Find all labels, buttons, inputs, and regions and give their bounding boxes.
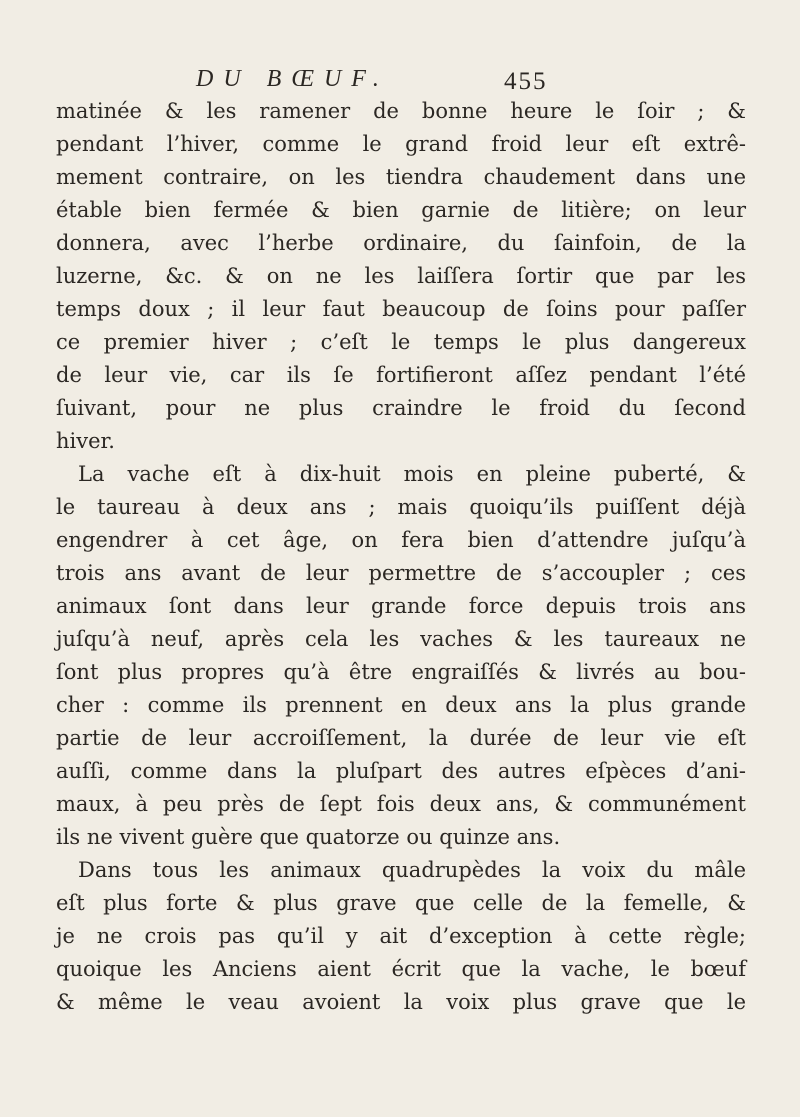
body-text — [56, 95, 746, 1019]
text-line: animaux ſont dans leur grande force depuis trois ans — [56, 594, 746, 618]
text-line: temps doux ; il leur faut beaucoup de ſoins pour paſſer — [56, 297, 746, 321]
text-line: Dans tous les animaux quadrupèdes la voix du mâle — [78, 858, 746, 882]
text-line: partie de leur accroiſſement, la durée de leur vie eſt — [56, 726, 746, 750]
text-line: juſqu’à neuf, après cela les vaches & les taureaux ne — [56, 627, 746, 651]
text-line: quoique les Anciens aient écrit que la vache, le bœuf — [56, 957, 746, 981]
text-line: pendant l’hiver, comme le grand froid leur eſt extrê- — [56, 132, 746, 156]
text-line: le taureau à deux ans ; mais quoiqu’ils puiſſent déjà — [56, 495, 746, 519]
text-line: eſt plus forte & plus grave que celle de la femelle, & — [56, 891, 746, 915]
text-line: hiver. — [56, 429, 115, 453]
text-line: étable bien fermée & bien garnie de litière; on leur — [56, 198, 746, 222]
text-line: ſont plus propres qu’à être engraiſſés & livrés au bou- — [56, 660, 746, 684]
text-line: & même le veau avoient la voix plus grave que le — [56, 990, 746, 1014]
text-line: cher : comme ils prennent en deux ans la plus grande — [56, 693, 746, 717]
text-line: maux, à peu près de ſept fois deux ans, & communément — [56, 792, 746, 816]
text-line: ſuivant, pour ne plus craindre le froid du ſecond — [56, 396, 746, 420]
text-line: je ne crois pas qu’il y ait d’exception à cette règle; — [56, 924, 746, 948]
page-number: 455 — [504, 68, 548, 95]
text-line: ce premier hiver ; c’eſt le temps le plus dangereux — [56, 330, 746, 354]
text-line: luzerne, &c. & on ne les laiſſera ſortir que par les — [56, 264, 746, 288]
text-line: auſſi, comme dans la pluſpart des autres eſpèces d’ani- — [56, 759, 746, 783]
text-line: engendrer à cet âge, on fera bien d’attendre juſqu’à — [56, 528, 746, 552]
text-line: de leur vie, car ils ſe fortifieront aſſez pendant l’été — [56, 363, 746, 387]
text-line: donnera, avec l’herbe ordinaire, du ſainfoin, de la — [56, 231, 746, 255]
text-line: matinée & les ramener de bonne heure le ſoir ; & — [56, 99, 746, 123]
text-line: mement contraire, on les tiendra chaudement dans une — [56, 165, 746, 189]
text-line: trois ans avant de leur permettre de s’accoupler ; ces — [56, 561, 746, 585]
running-head: DU BŒUF. — [196, 66, 389, 92]
text-line: ils ne vivent guère que quatorze ou quinze ans. — [56, 825, 561, 849]
text-line: La vache eſt à dix-huit mois en pleine puberté, & — [78, 462, 746, 486]
